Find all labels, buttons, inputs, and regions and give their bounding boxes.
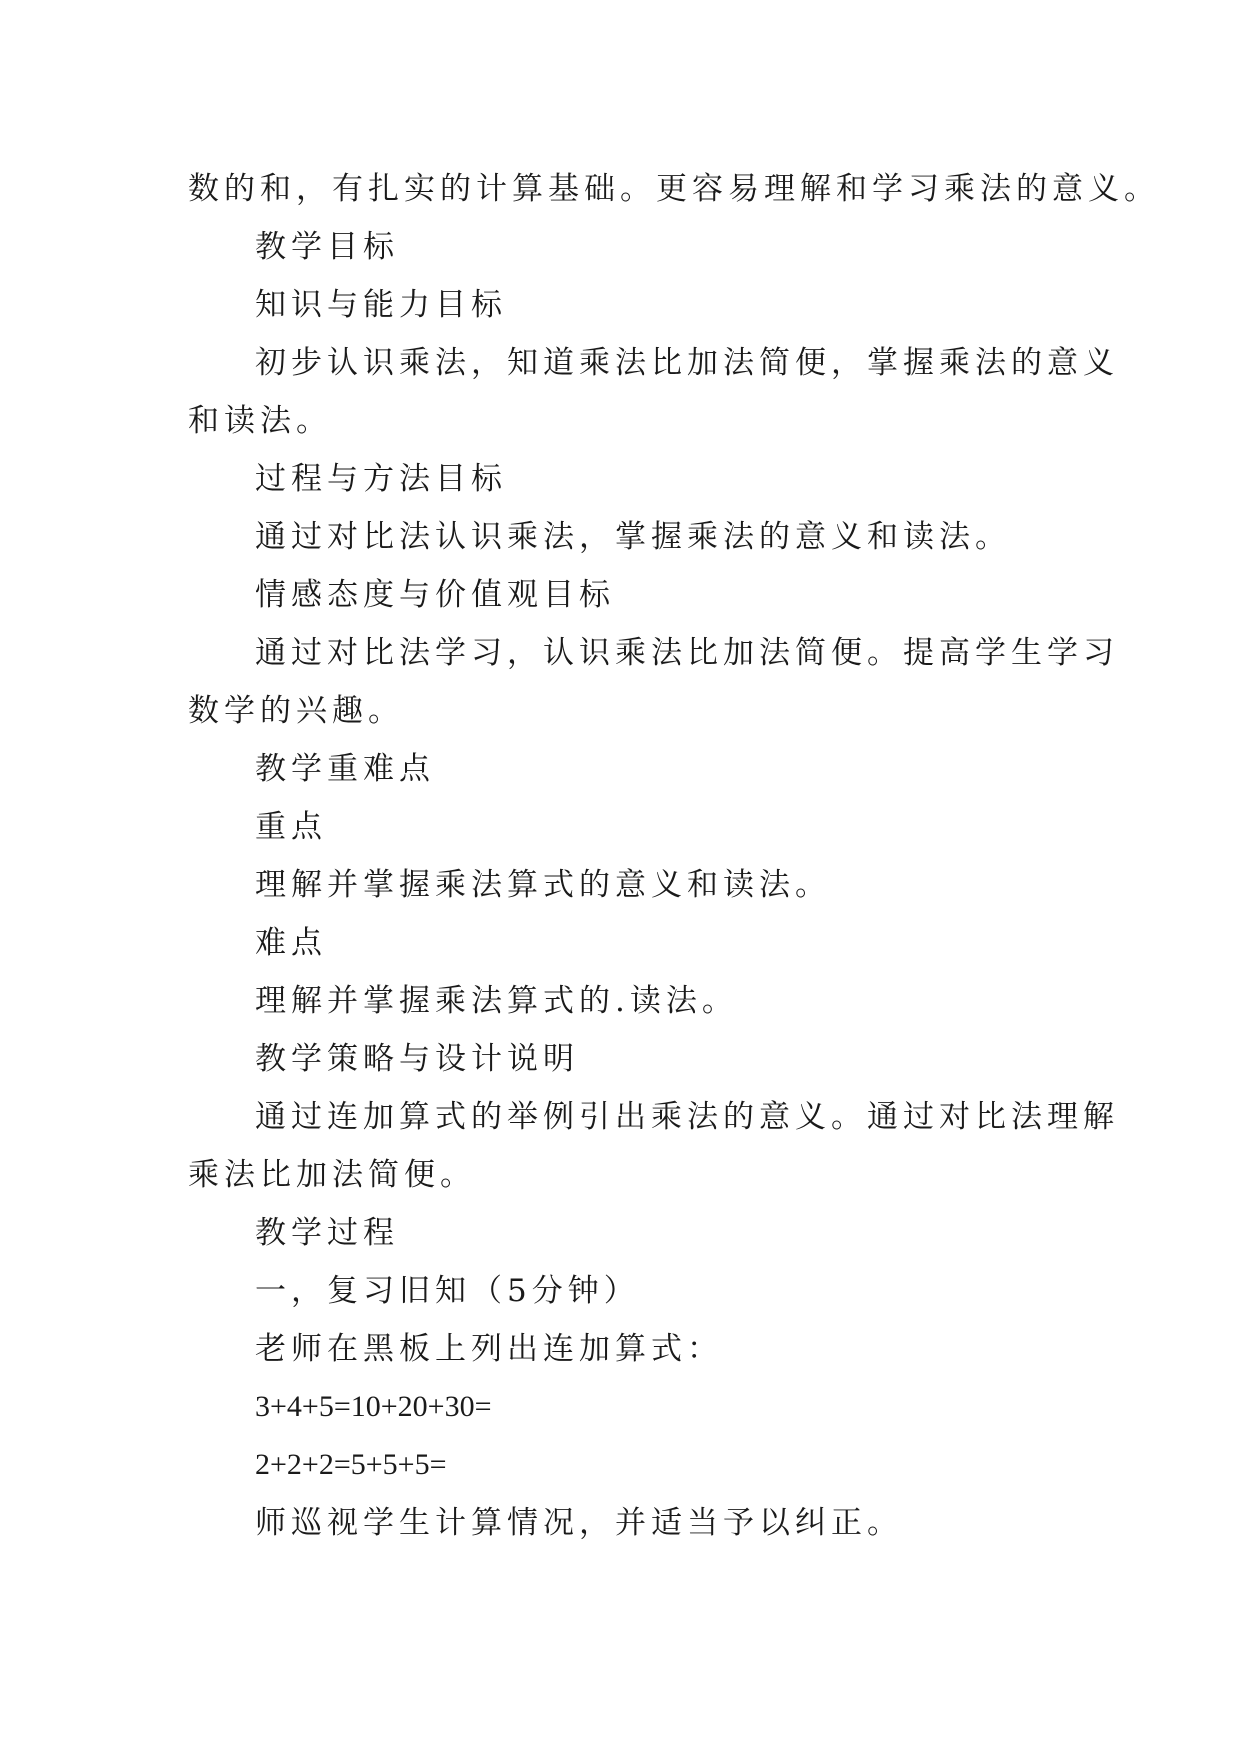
- paragraph-line: 通过连加算式的举例引出乘法的意义。通过对比法理解: [255, 1099, 1119, 1135]
- subsection-heading: 难点: [255, 925, 327, 961]
- paragraph-line: 初步认识乘法，知道乘法比加法简便，掌握乘法的意义: [255, 345, 1119, 381]
- subsection-heading: 一，复习旧知（5分钟）: [255, 1273, 640, 1309]
- document-body: [188, 160, 1160, 1552]
- equation-line: 3+4+5=10+20+30=: [255, 1390, 492, 1423]
- section-heading: 教学重难点: [255, 751, 435, 787]
- section-heading: 教学策略与设计说明: [255, 1041, 579, 1077]
- equation-line: 2+2+2=5+5+5=: [255, 1448, 447, 1481]
- paragraph-line: 乘法比加法简便。: [188, 1157, 476, 1193]
- subsection-heading: 知识与能力目标: [255, 287, 507, 323]
- paragraph-line: 数学的兴趣。: [188, 693, 404, 729]
- paragraph-line: 和读法。: [188, 403, 332, 439]
- paragraph-line: 理解并掌握乘法算式的意义和读法。: [255, 867, 831, 903]
- paragraph-line: 通过对比法学习，认识乘法比加法简便。提高学生学习: [255, 635, 1119, 671]
- paragraph-line: 通过对比法认识乘法，掌握乘法的意义和读法。: [255, 519, 1011, 555]
- paragraph-line: 数的和，有扎实的计算基础。更容易理解和学习乘法的意义。: [188, 171, 1160, 207]
- section-heading: 教学目标: [255, 229, 399, 265]
- paragraph-line: 理解并掌握乘法算式的.读法。: [255, 983, 738, 1019]
- subsection-heading: 情感态度与价值观目标: [255, 577, 615, 613]
- subsection-heading: 重点: [255, 809, 327, 845]
- section-heading: 教学过程: [255, 1215, 399, 1251]
- paragraph-line: 老师在黑板上列出连加算式：: [255, 1331, 723, 1367]
- subsection-heading: 过程与方法目标: [255, 461, 507, 497]
- paragraph-line: 师巡视学生计算情况，并适当予以纠正。: [255, 1505, 903, 1541]
